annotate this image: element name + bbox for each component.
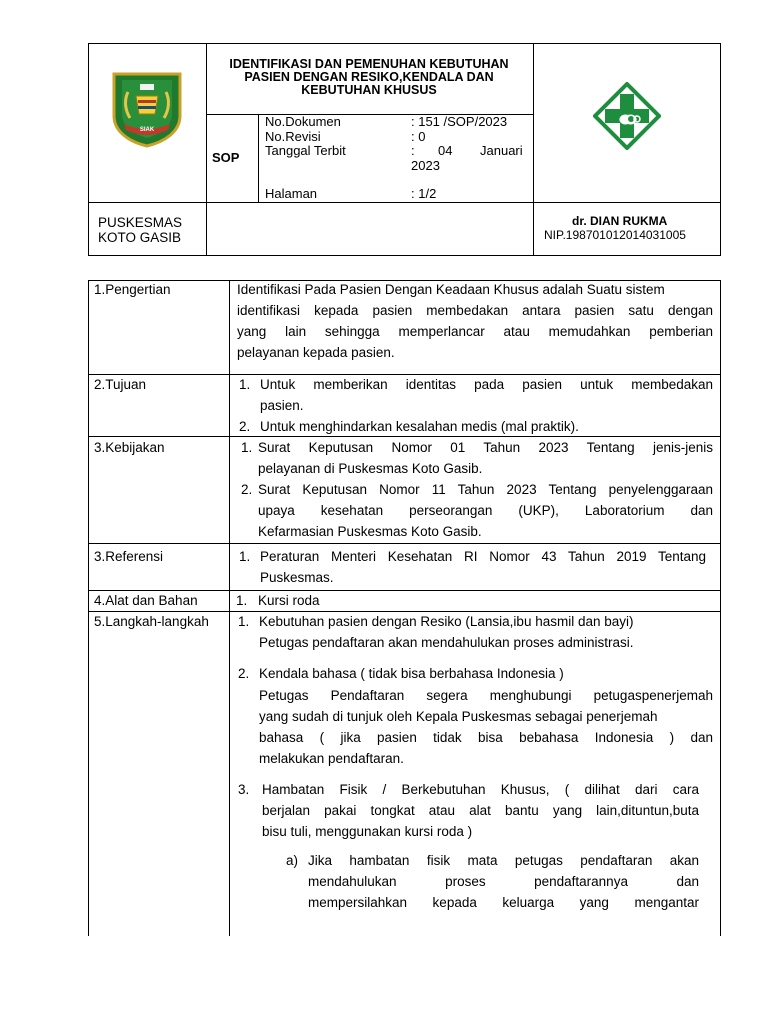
- langkah-step-3a: Jika hambatan fisik mata petugas pendaftaran akan: [308, 853, 699, 868]
- tujuan-item-2: Untuk menghindarkan kesalahan medis (mal praktik).: [260, 419, 579, 434]
- pengertian-line: Identifikasi Pada Pasien Dengan Keadaan Khusus adalah Suatu sistem: [237, 282, 665, 297]
- pengertian-line: identifikasi kepada pasien membedakan antara pasien satu dengan: [237, 303, 713, 318]
- list-letter: a): [286, 853, 299, 868]
- langkah-step-2-cont: yang sudah di tunjuk oleh Kepala Puskesmas sebagai penerjemah: [259, 709, 658, 724]
- pengertian-label: 1.Pengertian: [94, 282, 171, 297]
- langkah-step-2-cont: bahasa ( jika pasien tidak bisa bebahasa Indonesia ) dan: [259, 730, 713, 745]
- health-cross-icon: [593, 82, 661, 150]
- revision-label: No.Revisi: [265, 129, 321, 144]
- tujuan-label: 2.Tujuan: [94, 377, 147, 392]
- page-title: IDENTIFIKASI DAN PEMENUHAN KEBUTUHAN PASIEN DENGAN RESIKO,KENDALA DAN KEBUTUHAN KHUSUS: [229, 57, 509, 97]
- langkah-label: 5.Langkah-langkah: [94, 614, 209, 629]
- langkah-step-3-cont: bisu tuli, menggunakan kursi roda ): [262, 824, 473, 839]
- pengertian-line: pelayanan kepada pasien.: [237, 345, 395, 360]
- kebijakan-item-2: Surat Keputusan Nomor 11 Tahun 2023 Tentang penyelenggaraan: [258, 482, 713, 497]
- publish-date-day: 04: [438, 143, 453, 158]
- kebijakan-item-2-cont: Kefarmasian Puskesmas Koto Gasib.: [258, 524, 482, 539]
- referensi-item-1-cont: Puskesmas.: [260, 570, 334, 585]
- publish-date-month: Januari: [480, 143, 523, 158]
- kebijakan-item-1-cont: pelayanan di Puskesmas Koto Gasib.: [258, 461, 483, 476]
- pengertian-line: yang lain sehingga memperlancar atau memudahkan pemberian: [237, 324, 713, 339]
- list-number: 1.: [236, 593, 248, 608]
- list-number: 1.: [239, 377, 251, 392]
- list-number: 3.: [238, 782, 250, 797]
- regency-emblem-icon: [108, 70, 186, 148]
- kebijakan-item-1: Surat Keputusan Nomor 01 Tahun 2023 Tentang jenis-jenis: [258, 440, 713, 455]
- publish-date-colon: :: [411, 143, 415, 158]
- langkah-step-3-cont: berjalan pakai tongkat atau alat bantu yang lain,dituntun,buta: [262, 803, 699, 818]
- doc-number-value: : 151 /SOP/2023: [411, 114, 508, 129]
- langkah-step-2: Kendala bahasa ( tidak bisa berbahasa Indonesia ): [259, 666, 564, 681]
- list-number: 1.: [239, 549, 251, 564]
- list-number: 1.: [241, 440, 253, 455]
- referensi-item-1: Peraturan Menteri Kesehatan RI Nomor 43 Tahun 2019 Tentang: [260, 549, 706, 564]
- page-value: : 1/2: [411, 186, 437, 201]
- list-number: 1.: [238, 614, 250, 629]
- list-number: 2.: [241, 482, 253, 497]
- doc-number-label: No.Dokumen: [265, 114, 341, 129]
- sop-label: SOP: [212, 150, 240, 165]
- org-name-line2: KOTO GASIB: [98, 230, 182, 245]
- revision-value: : 0: [411, 129, 426, 144]
- signer-name: dr. DIAN RUKMA: [572, 214, 668, 228]
- langkah-step-3a-cont: mendahulukan proses pendaftarannya dan: [308, 874, 699, 889]
- list-number: 2.: [238, 666, 250, 681]
- tujuan-item-1-cont: pasien.: [260, 398, 304, 413]
- langkah-step-2-cont: Petugas Pendaftaran segera menghubungi petugaspenerjemah: [259, 688, 713, 703]
- publish-date-year: 2023: [411, 158, 440, 173]
- org-name-line1: PUSKESMAS: [98, 215, 183, 230]
- langkah-step-1-cont: Petugas pendaftaran akan mendahulukan proses administrasi.: [259, 635, 634, 650]
- langkah-step-2-cont: melakukan pendaftaran.: [259, 751, 404, 766]
- kebijakan-label: 3.Kebijakan: [94, 440, 165, 455]
- signer-nip: NIP.198701012014031005: [544, 228, 686, 242]
- langkah-step-3: Hambatan Fisik / Berkebutuhan Khusus, ( dilihat dari cara: [262, 782, 699, 797]
- page-label: Halaman: [265, 186, 318, 201]
- emblem-text: SIAK: [139, 127, 155, 133]
- publish-date-label: Tanggal Terbit: [265, 143, 346, 158]
- kebijakan-item-2-cont: upaya kesehatan perseorangan (UKP), Laboratorium dan: [258, 503, 713, 518]
- alat-item-1: Kursi roda: [258, 593, 320, 608]
- alat-label: 4.Alat dan Bahan: [94, 593, 198, 608]
- list-number: 2.: [239, 419, 251, 434]
- langkah-step-3a-cont: mempersilahkan kepada keluarga yang mengantar: [308, 895, 699, 910]
- referensi-label: 3.Referensi: [94, 549, 164, 564]
- langkah-step-1: Kebutuhan pasien dengan Resiko (Lansia,ibu hasmil dan bayi): [259, 614, 634, 629]
- tujuan-item-1: Untuk memberikan identitas pada pasien untuk membedakan: [260, 377, 713, 392]
